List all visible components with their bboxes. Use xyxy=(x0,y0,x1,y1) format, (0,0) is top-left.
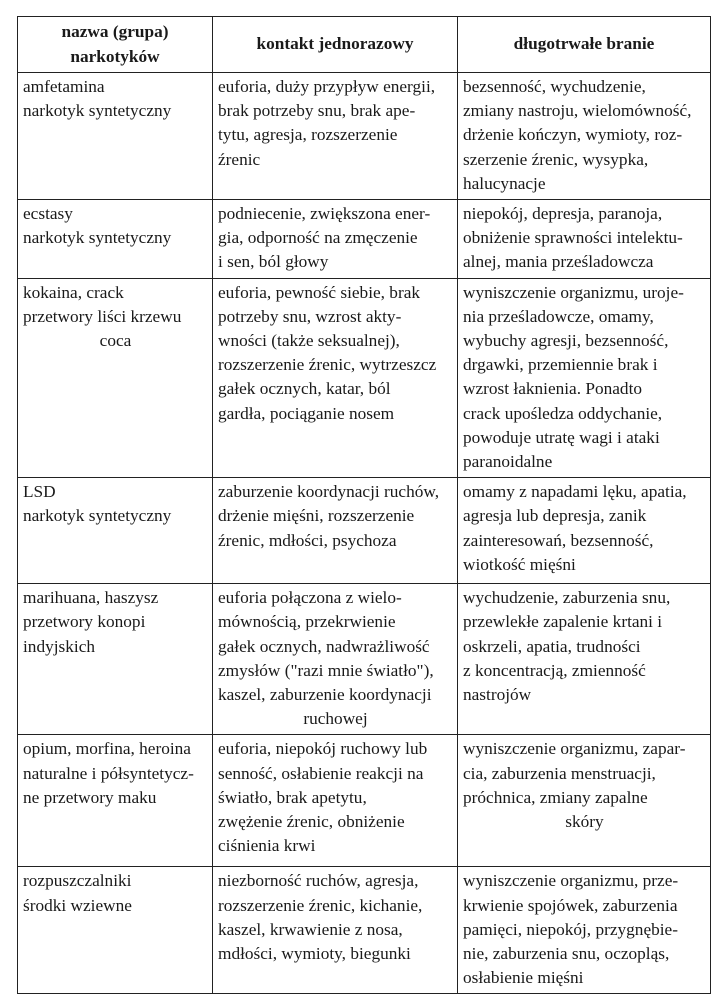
cell-text-line: przewlekłe zapalenie krtani i xyxy=(463,612,663,632)
cell-text-line: ne przetwory maku xyxy=(23,787,157,807)
cell-text-line: zaburzenie koordynacji ruchów, xyxy=(218,482,440,502)
cell-text-line: nie, zaburzenia snu, oczopląs, xyxy=(463,944,670,964)
cell-text-line: rozszerzenie źrenic, kichanie, xyxy=(218,895,423,915)
single-contact-cell xyxy=(213,735,458,867)
long-term-cell xyxy=(458,278,711,478)
header-name-group xyxy=(18,17,213,73)
table-row xyxy=(18,73,711,200)
single-contact-cell xyxy=(213,867,458,994)
cell-text-line: wiotkość mięśni xyxy=(463,554,576,574)
cell-text-line: źrenic xyxy=(218,149,261,169)
cell-text-line: drgawki, przemiennie brak i xyxy=(463,355,658,375)
cell-text-line: wyniszczenie organizmu, zapar- xyxy=(463,739,686,759)
long-term-cell xyxy=(458,584,711,735)
cell-text-line: gardła, pociąganie nosem xyxy=(218,403,395,423)
header-single-contact: kontakt jednorazowy xyxy=(213,17,458,73)
cell-text-line: z koncentracją, zmienność xyxy=(463,660,646,680)
cell-text-line: źrenic, mdłości, psychoza xyxy=(218,530,397,550)
cell-text-line: euforia połączona z wielo- xyxy=(218,588,402,608)
cell-text-line: LSD xyxy=(23,482,56,502)
cell-text-line: paranoidalne xyxy=(463,452,553,472)
cell-text-line: ecstasy xyxy=(23,204,73,224)
long-term-cell xyxy=(458,478,711,584)
drug-name-cell xyxy=(18,278,213,478)
cell-text-line: euforia, niepokój ruchowy lub xyxy=(218,739,428,759)
cell-text-line: narkotyk syntetyczny xyxy=(23,506,172,526)
table-row xyxy=(18,584,711,735)
cell-text-line: przetwory liści krzewu xyxy=(23,306,182,326)
cell-text-line: potrzeby snu, wzrost akty- xyxy=(218,306,402,326)
cell-text-line: niezborność ruchów, agresja, xyxy=(218,871,419,891)
cell-text-line: wyniszczenie organizmu, prze- xyxy=(463,871,679,891)
drug-name-cell xyxy=(18,584,213,735)
cell-text-line: brak potrzeby snu, brak ape- xyxy=(218,101,416,121)
cell-text-line: zainteresowań, bezsenność, xyxy=(463,530,654,550)
single-contact-cell xyxy=(213,584,458,735)
cell-text-line: kokaina, crack xyxy=(23,282,124,302)
single-contact-cell xyxy=(213,478,458,584)
cell-text-line: gia, odporność na zmęczenie xyxy=(218,228,418,248)
cell-text-line: naturalne i półsyntetycz- xyxy=(23,763,194,783)
cell-text-line: obniżenie sprawności intelektu- xyxy=(463,228,683,248)
cell-text-line: zmiany nastroju, wielomówność, xyxy=(463,101,692,121)
cell-text-line: przetwory konopi xyxy=(23,612,146,632)
cell-text-line: alnej, mania prześladowcza xyxy=(463,252,654,272)
single-contact-cell xyxy=(213,73,458,200)
cell-text-line: kaszel, krwawienie z nosa, xyxy=(218,919,403,939)
cell-text-line: powoduje utratę wagi i ataki xyxy=(463,427,660,447)
cell-text-line: drżenie mięśni, rozszerzenie xyxy=(218,506,415,526)
cell-text-line: wychudzenie, zaburzenia snu, xyxy=(463,588,671,608)
cell-text-line: euforia, duży przypływ energii, xyxy=(218,77,436,96)
table-row xyxy=(18,735,711,867)
cell-text-line: osłabienie mięśni xyxy=(463,968,584,988)
drug-name-cell xyxy=(18,478,213,584)
long-term-cell xyxy=(458,735,711,867)
header-name-line: narkotyków xyxy=(70,46,160,66)
cell-text-line: tytu, agresja, rozszerzenie xyxy=(218,125,398,145)
cell-text-line: wybuchy agresji, bezsenność, xyxy=(463,331,669,351)
table-row xyxy=(18,867,711,994)
cell-text-line: coca xyxy=(99,331,132,351)
cell-text-line: opium, morfina, heroina xyxy=(23,739,191,759)
long-term-cell xyxy=(458,867,711,994)
long-term-cell xyxy=(458,200,711,279)
cell-text-line: senność, osłabienie reakcji na xyxy=(218,763,424,783)
cell-text-line: zmysłów ("razi mnie światło"), xyxy=(218,660,434,680)
cell-text-line: halucynacje xyxy=(463,173,546,193)
cell-text-line: szerzenie źrenic, wysypka, xyxy=(463,149,649,169)
cell-text-line: narkotyk syntetyczny xyxy=(23,228,172,248)
cell-text-line: niepokój, depresja, paranoja, xyxy=(463,204,663,224)
cell-text-line: crack upośledza oddychanie, xyxy=(463,403,663,423)
cell-text-line: rozpuszczalniki xyxy=(23,871,132,891)
single-contact-cell xyxy=(213,278,458,478)
cell-text-line: narkotyk syntetyczny xyxy=(23,101,172,121)
cell-text-line: światło, brak apetytu, xyxy=(218,787,367,807)
header-name-line: nazwa (grupa) xyxy=(61,22,169,42)
long-term-cell xyxy=(458,73,711,200)
table-row xyxy=(18,200,711,279)
cell-text-line: zwężenie źrenic, obniżenie xyxy=(218,812,405,832)
cell-text-line: oskrzeli, apatia, trudności xyxy=(463,636,641,656)
cell-text-line: pamięci, niepokój, przygnębie- xyxy=(463,919,678,939)
cell-text-line: omamy z napadami lęku, apatia, xyxy=(463,482,687,502)
cell-text-line: kaszel, zaburzenie koordynacji xyxy=(218,685,432,705)
table-row xyxy=(18,278,711,478)
cell-text-line: cia, zaburzenia menstruacji, xyxy=(463,763,656,783)
cell-text-line: agresja lub depresja, zanik xyxy=(463,506,647,526)
single-contact-cell xyxy=(213,200,458,279)
cell-text-line: amfetamina xyxy=(23,77,105,96)
cell-text-line: gałek ocznych, katar, ból xyxy=(218,379,391,399)
cell-text-line: wyniszczenie organizmu, urojе- xyxy=(463,282,684,302)
drugs-table xyxy=(17,16,711,994)
cell-text-line: wzrost łaknienia. Ponadto xyxy=(463,379,643,399)
cell-text-line: ruchowej xyxy=(303,709,368,729)
cell-text-line: bezsenność, wychudzenie, xyxy=(463,77,646,96)
cell-text-line: ciśnienia krwi xyxy=(218,836,316,856)
cell-text-line: nastrojów xyxy=(463,685,532,705)
cell-text-line: skóry xyxy=(565,812,604,832)
cell-text-line: krwienie spojówek, zaburzenia xyxy=(463,895,678,915)
header-long-term-use: długotrwałe branie xyxy=(458,17,711,73)
table-body xyxy=(18,73,711,994)
drug-name-cell xyxy=(18,735,213,867)
cell-text-line: indyjskich xyxy=(23,636,96,656)
cell-text-line: marihuana, haszysz xyxy=(23,588,159,608)
table-row xyxy=(18,478,711,584)
cell-text-line: nia prześladowcze, omamy, xyxy=(463,306,654,326)
cell-text-line: środki wziewne xyxy=(23,895,132,915)
cell-text-line: drżenie kończyn, wymioty, roz- xyxy=(463,125,683,145)
drug-name-cell xyxy=(18,73,213,200)
cell-text-line: i sen, ból głowy xyxy=(218,252,329,272)
cell-text-line: euforia, pewność siebie, brak xyxy=(218,282,421,302)
cell-text-line: mdłości, wymioty, biegunki xyxy=(218,944,411,964)
cell-text-line: rozszerzenie źrenic, wytrzeszcz xyxy=(218,355,437,375)
cell-text-line: gałek ocznych, nadwrażliwość xyxy=(218,636,430,656)
drug-name-cell xyxy=(18,867,213,994)
cell-text-line: mównością, przekrwienie xyxy=(218,612,396,632)
cell-text-line: wności (także seksualnej), xyxy=(218,331,400,351)
cell-text-line: próchnica, zmiany zapalne xyxy=(463,787,648,807)
table-header-row xyxy=(18,17,711,73)
drug-name-cell xyxy=(18,200,213,279)
cell-text-line: podniecenie, zwiększona ener- xyxy=(218,204,431,224)
